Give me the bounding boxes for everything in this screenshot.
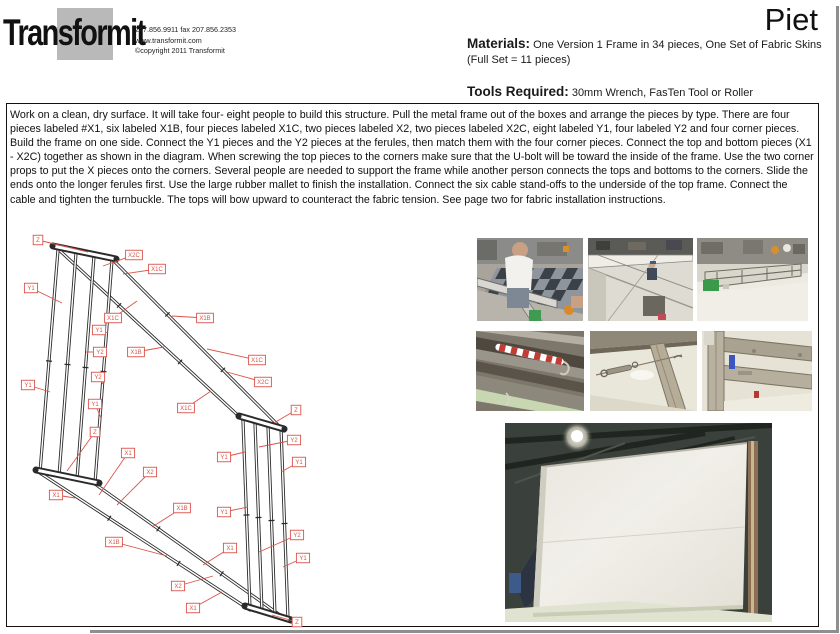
part-label: Z <box>294 408 298 415</box>
corner-knob <box>96 480 101 485</box>
part-label: X1C <box>107 316 119 323</box>
part-label: Y2 <box>96 350 104 357</box>
corner-knob <box>281 426 286 431</box>
part-label: X1C <box>180 406 192 413</box>
part-label: X1C <box>251 358 263 365</box>
contact-website: www.transformit.com <box>135 35 202 45</box>
part-label: Y1 <box>295 460 303 467</box>
contact-phone: 207.856.9911 fax 207.856.2353 <box>135 25 236 34</box>
logo-text: Transformit <box>3 12 145 53</box>
part-label: X1 <box>189 606 197 613</box>
part-label: Y1 <box>27 286 35 293</box>
part-label: Z <box>295 620 299 627</box>
part-label: X1 <box>52 493 60 500</box>
part-label: Y1 <box>220 455 228 462</box>
part-label: X2C <box>128 253 140 260</box>
part-label: X2 <box>146 470 154 477</box>
photo-closeup-corner <box>702 331 812 411</box>
photo-assembly-1 <box>477 238 583 321</box>
part-label: X2 <box>174 584 182 591</box>
part-label: Y1 <box>220 510 228 517</box>
photo-assembly-2 <box>588 238 693 321</box>
part-label: X1 <box>124 451 132 458</box>
photo-fabric-wall <box>505 423 772 622</box>
corner-knob <box>33 467 38 472</box>
part-label: Y1 <box>299 556 307 563</box>
part-label: Y2 <box>293 533 301 540</box>
assembly-instructions: Work on a clean, dry surface. It will take four- eight people to build this structure. Pull the metal frame out of the boxes and arrange the pieces by type. There are four pieces labeled #X1, six labeled X1B, four pieces labeled X1C, two pieces labeled X2, two pieces labeled X2C, eight labeled Y1, four labeled Y2 and four corner pieces. Build the frame on one side. Connect the Y1 pieces and the Y2 pieces at the ferules, then match them with the four corner pieces. Connect the top and bottom pieces (X1 - X2C) together as shown in the diagram. When screwing the top pieces to the corners make sure that the U-bolt will be toward the inside of the frame. Use the two corner props to put the X pieces onto the corners. Several people are needed to support the frame while another person connects the tops and bottoms to the corners. Slide the ends onto the longer ferules first. Use the large rubber mallet to finish the installation. Connect the six cable stand-offs to the underside of the top frame. Connect the cable and tighten the turnbuckle. The tops will bow upward to counteract the fabric tension. See page two for fabric installation instructions. <box>10 109 814 206</box>
part-label: X1B <box>176 506 188 513</box>
corner-knob <box>236 413 241 418</box>
part-label: Y1 <box>24 383 32 390</box>
part-label: Z <box>36 238 40 245</box>
part-label: X1B <box>199 316 211 323</box>
photo-closeup-turnbuckle <box>590 331 697 411</box>
page-title: Piet <box>764 2 818 37</box>
tools-text: 30mm Wrench, FasTen Tool or Roller <box>568 87 753 99</box>
materials-label: Materials: <box>467 36 531 51</box>
part-label: X2C <box>257 380 269 387</box>
materials-text2: (Full Set = 11 pieces) <box>467 54 571 66</box>
corner-knob <box>242 603 247 608</box>
part-label: X1B <box>108 540 120 547</box>
contact-copyright: ©copyright 2011 Transformit <box>135 46 225 55</box>
part-label: X1 <box>226 546 234 553</box>
part-label: Z <box>93 430 97 437</box>
tools-label: Tools Required: <box>467 84 569 99</box>
part-label: X1C <box>151 267 163 274</box>
part-label: X1B <box>130 350 142 357</box>
part-label: Y1 <box>95 328 103 335</box>
part-label: Y2 <box>94 375 102 382</box>
photo-closeup-rails <box>476 331 584 411</box>
part-label: Y1 <box>91 402 99 409</box>
part-label: Y2 <box>290 438 298 445</box>
materials-text: One Version 1 Frame in 34 pieces, One Set of Fabric Skins <box>530 39 822 51</box>
photo-assembly-3 <box>697 238 808 321</box>
